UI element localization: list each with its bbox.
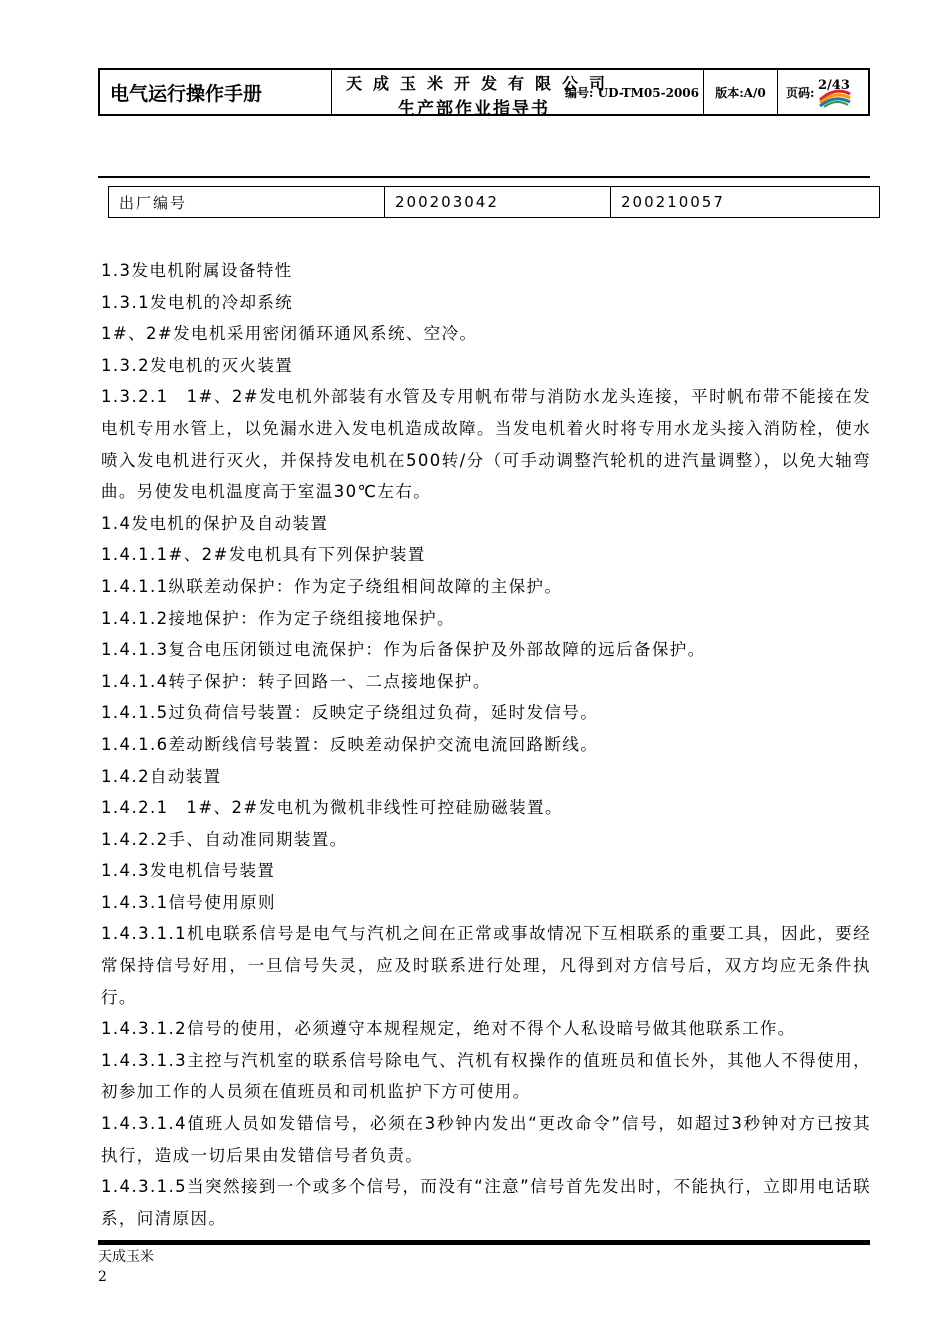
paragraph: 1.4.3.1.2信号的使用，必须遵守本规程规定，绝对不得个人私设暗号做其他联系工作。: [101, 1019, 796, 1039]
paragraph: 1.4.1.1纵联差动保护：作为定子绕组相间故障的主保护。: [101, 576, 563, 596]
footer-page-number: 2: [98, 1269, 107, 1285]
paragraph: 1.4.2.2手、自动准同期装置。: [101, 829, 348, 849]
footer-rule: [98, 1240, 870, 1245]
paragraph: 1.3发电机附属设备特性: [101, 261, 293, 280]
document-body: [101, 255, 871, 1234]
factory-number-1: 200203042: [385, 187, 611, 217]
paragraph: 1.4.3.1.3主控与汽机室的联系信号除电气、汽机有权操作的值班员和值长外，其他人不得使用，初参加工作的人员须在值班员和司机监护下方可使用。: [101, 1050, 871, 1102]
page-number: 2/43: [818, 78, 850, 93]
paragraph: 1.4.1.2接地保护：作为定子绕组接地保护。: [101, 608, 455, 628]
paragraph: 1.3.2.1 1#、2#发电机外部装有水管及专用帆布带与消防水龙头连接，平时帆布带不能接在发电机专用水管上，以免漏水进入发电机造成故障。当发电机着火时将专用水龙头接入消防栓，使水喷入发电机进行灭火，并保持发电机在500转/分（可手动调整汽轮机的进汽量调整），以免大轴弯曲。另使发电机温度高于室温30℃左右。: [101, 387, 871, 502]
factory-number-label: 出厂编号: [109, 187, 385, 217]
paragraph: 1.4.1.4转子保护：转子回路一、二点接地保护。: [101, 671, 491, 691]
paragraph: 1#、2#发电机采用密闭循环通风系统、空冷。: [101, 324, 478, 344]
paragraph: 1.4.1.1#、2#发电机具有下列保护装置: [101, 545, 426, 565]
paragraph: 1.4.3.1.5当突然接到一个或多个信号，而没有“注意”信号首先发出时，不能执行，立即用电话联系，问清原因。: [101, 1177, 871, 1228]
paragraph: 1.4.2自动装置: [101, 766, 222, 786]
paragraph: 1.4发电机的保护及自动装置: [101, 513, 329, 533]
company-name: 天成玉米开发有限公司: [346, 74, 617, 93]
page-footer: [98, 1247, 154, 1287]
paragraph: 1.4.1.3复合电压闭锁过电流保护：作为后备保护及外部故障的远后备保护。: [101, 640, 706, 660]
page-cell: [778, 70, 868, 114]
footer-company: 天成玉米: [98, 1249, 154, 1265]
paragraph: 1.4.2.1 1#、2#发电机为微机非线性可控硅励磁装置。: [101, 798, 563, 818]
paragraph: 1.4.1.6差动断线信号装置：反映差动保护交流电流回路断线。: [101, 734, 599, 754]
factory-number-table: [108, 186, 880, 218]
version: 版本:A/0: [704, 70, 778, 114]
paragraph: 1.3.1发电机的冷却系统: [101, 292, 294, 312]
paragraph: 1.4.3.1.4值班人员如发错信号，必须在3秒钟内发出“更改命令”信号，如超过3秒钟对方已按其执行，造成一切后果由发错信号者负责。: [101, 1114, 871, 1165]
paragraph: 1.4.3发电机信号装置: [101, 861, 276, 881]
document-subtitle: 生产部作业指导书: [398, 99, 550, 119]
page-label: 页码:: [786, 85, 815, 100]
document-header: [98, 68, 870, 119]
header-rule: [98, 176, 870, 178]
paragraph: 1.3.2发电机的灭火装置: [101, 355, 294, 375]
manual-title: 电气运行操作手册: [100, 70, 332, 114]
paragraph: 1.4.1.5过负荷信号装置：反映定子绕组过负荷，延时发信号。: [101, 703, 599, 723]
document-number: 编号: UD-TM05-2006: [565, 86, 699, 100]
paragraph: 1.4.3.1.1机电联系信号是电气与汽机之间在正常或事故情况下互相联系的重要工具，因此，要经常保持信号好用，一旦信号失灵，应及时联系进行处理，凡得到对方信号后，双方均应无条件执行。: [101, 924, 871, 1007]
paragraph: 1.4.3.1信号使用原则: [101, 892, 276, 912]
header-center-cell: [332, 70, 704, 119]
factory-number-2: 200210057: [621, 193, 725, 211]
